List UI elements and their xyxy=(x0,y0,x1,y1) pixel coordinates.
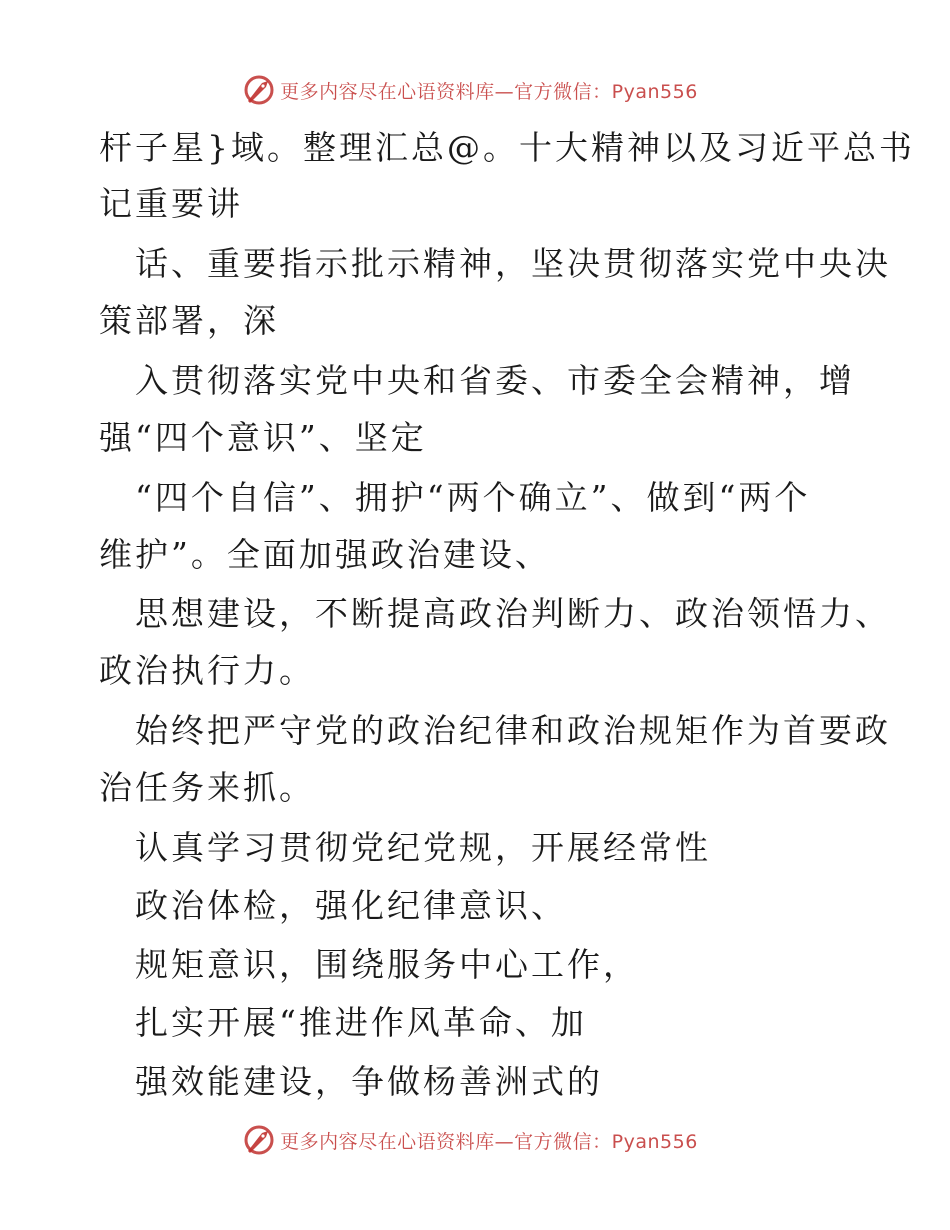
text-line: 始终把严守党的政治纪律和政治规矩作为首要政 xyxy=(99,711,891,750)
header-watermark-inner xyxy=(242,73,698,107)
header-watermark xyxy=(0,70,950,110)
text-line: 扎实开展“推进作风革命、加 xyxy=(99,1003,587,1042)
footer-watermark-inner xyxy=(242,1123,698,1157)
text-line: 策部署，深 xyxy=(99,301,279,340)
footer-watermark-text: 更多内容尽在心语资料库—官方微信：Pyan556 xyxy=(280,1130,698,1153)
text-line: 入贯彻落实党中央和省委、市委全会精神，增 xyxy=(99,361,855,400)
pen-nib-circle-logo-icon xyxy=(242,73,276,107)
text-line: 认真学习贯彻党纪党规，开展经常性 xyxy=(99,828,711,867)
text-line: 治任务来抓。 xyxy=(99,768,315,807)
text-line: “四个自信”、拥护“两个确立”、做到“两个 xyxy=(99,478,811,517)
text-line: 政治体检，强化纪律意识、 xyxy=(99,886,567,925)
text-line: 政治执行力。 xyxy=(99,651,315,690)
pen-nib-circle-logo-icon xyxy=(242,1123,276,1157)
text-line: 强“四个意识”、坚定 xyxy=(99,418,427,457)
text-line: 强效能建设，争做杨善洲式的 xyxy=(99,1062,603,1101)
text-line: 思想建设，不断提高政治判断力、政治领悟力、 xyxy=(99,594,891,633)
header-watermark-text: 更多内容尽在心语资料库—官方微信：Pyan556 xyxy=(280,80,698,103)
text-line: 记重要讲 xyxy=(99,184,243,223)
footer-watermark xyxy=(0,1120,950,1160)
text-line: 话、重要指示批示精神，坚决贯彻落实党中央决 xyxy=(99,244,891,283)
text-line: 杆子星}域。整理汇总@。十大精神以及习近平总书 xyxy=(99,128,915,167)
text-line: 维护”。全面加强政治建设、 xyxy=(99,535,551,574)
text-line: 规矩意识，围绕服务中心工作， xyxy=(99,945,639,984)
